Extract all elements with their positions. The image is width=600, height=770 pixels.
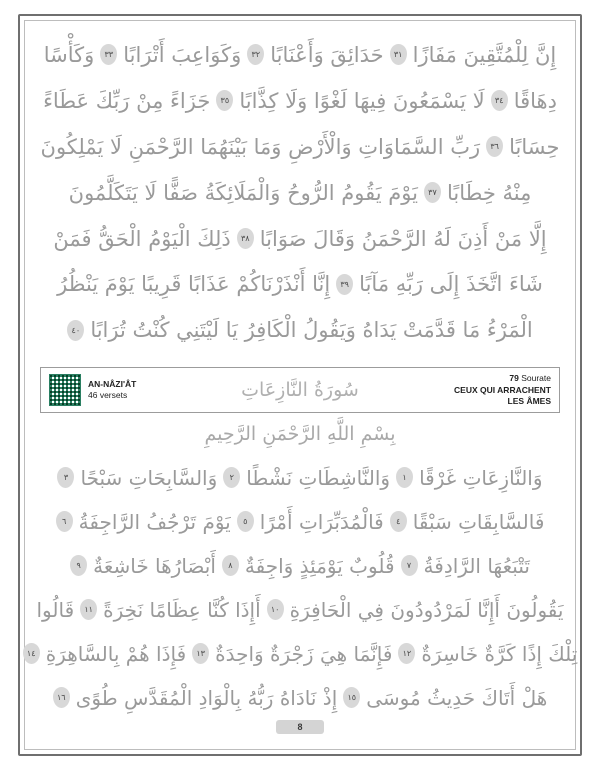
ayah-line	[36, 591, 564, 629]
ayah-number: ٣٤	[491, 90, 508, 111]
ayah-line	[40, 265, 560, 305]
ayah-number: ١	[396, 467, 413, 488]
ayah-line	[40, 311, 560, 351]
ayah-number: ١٥	[343, 687, 360, 708]
ayah-number: ٣٨	[237, 228, 254, 249]
ayah-text: لَا يَسْمَعُونَ فِيهَا لَغْوًا وَلَا كِذَّابًا	[239, 88, 485, 113]
surah-header-left	[49, 374, 136, 406]
ayah-line	[40, 459, 560, 497]
ayah-number: ١٤	[23, 643, 40, 664]
ayah-text: تِلْكَ إِذًا كَرَّةٌ خَاسِرَةٌ	[421, 642, 578, 667]
ayah-number: ٣٧	[424, 182, 441, 203]
ayah-line	[40, 679, 560, 717]
ayah-number: ٤٠	[67, 320, 84, 341]
ayah-text: قَالُوا	[36, 598, 75, 623]
ayah-text: أَبْصَارُهَا خَاشِعَةٌ	[93, 554, 216, 579]
surah-verses-count: 46 versets	[88, 390, 128, 401]
surah-french-name-line2: LES ÂMES	[507, 395, 551, 406]
ayah-text: وَالنَّازِعَاتِ غَرْقًا	[419, 466, 543, 491]
ayah-line	[40, 36, 560, 76]
ayah-number: ٣٦	[486, 136, 503, 157]
ayah-number: ١٣	[192, 643, 209, 664]
ayah-number: ٣٢	[247, 44, 264, 65]
ayah-text: تَتْبَعُهَا الرَّادِفَةُ	[423, 554, 530, 579]
ayah-text: حَدَائِقَ وَأَعْنَابًا	[270, 43, 384, 67]
ayah-line	[40, 128, 560, 168]
ayah-number: ١٠	[267, 599, 284, 620]
basmala-text: بِسْمِ اللَّهِ الرَّحْمَنِ الرَّحِيمِ	[204, 423, 396, 446]
ayah-text: إِنَّ لِلْمُتَّقِينَ مَفَازًا	[412, 43, 557, 67]
qr-code-icon[interactable]	[49, 374, 81, 406]
ayah-text: فَالسَّابِقَاتِ سَبْقًا	[412, 510, 545, 535]
ayah-text: وَالسَّابِحَاتِ سَبْحًا	[80, 466, 218, 491]
ayah-text: وَالنَّاشِطَاتِ نَشْطًا	[246, 466, 391, 491]
ayah-text: يَوْمَ تَرْجُفُ الرَّاجِفَةُ	[78, 510, 231, 535]
ayah-text: فَإِذَا هُمْ بِالسَّاهِرَةِ	[45, 642, 187, 667]
ayah-number: ١٦	[53, 687, 70, 708]
page-number-badge: 8	[276, 720, 324, 734]
ayah-line	[40, 82, 560, 122]
surah-name-transliteration-block	[88, 379, 136, 402]
ayah-number: ٦	[56, 511, 73, 532]
ayah-number: ٢	[223, 467, 240, 488]
ayah-text: وَكَأْسًا	[43, 43, 95, 67]
surah-number-label: Sourate	[521, 373, 551, 384]
surah-number: 79	[509, 373, 519, 384]
ayah-text: إِذْ نَادَاهُ رَبُّهُ بِالْوَادِ الْمُقَدَّسِ طُوًى	[75, 686, 338, 711]
ayah-line	[40, 503, 560, 541]
surah-header-band	[40, 367, 560, 413]
page-footer	[0, 720, 600, 734]
surah-name-transliteration: AN-NÂZI'ÂT	[88, 378, 137, 389]
surah-title-ornament	[200, 379, 400, 401]
ayah-text: فَإِنَّمَا هِيَ زَجْرَةٌ وَاحِدَةٌ	[215, 642, 393, 667]
surah-78-tail-block	[40, 36, 560, 351]
surah-number-line	[454, 373, 551, 384]
ayah-text: شَاءَ اتَّخَذَ إِلَى رَبِّهِ مَآبًا	[359, 272, 543, 297]
ayah-number: ٩	[70, 555, 87, 576]
page-content	[26, 36, 578, 740]
ayah-text: يَوْمَ يَقُومُ الرُّوحُ وَالْمَلَائِكَةُ صَفًّا لَا يَتَكَلَّمُونَ	[68, 180, 418, 205]
ayah-text: إِلَّا مَنْ أَذِنَ لَهُ الرَّحْمَنُ وَقَالَ صَوَابًا	[259, 226, 547, 251]
ayah-number: ٨	[222, 555, 239, 576]
ayah-line	[40, 174, 560, 214]
ayah-number: ٣١	[390, 44, 407, 65]
ayah-text: هَلْ أَتَاكَ حَدِيثُ مُوسَى	[366, 686, 548, 711]
ayah-text: رَبِّ السَّمَاوَاتِ وَالْأَرْضِ وَمَا بَيْنَهُمَا الرَّحْمَنِ لَا يَمْلِكُونَ	[40, 134, 481, 159]
ayah-text: ذَلِكَ الْيَوْمُ الْحَقُّ فَمَنْ	[53, 226, 231, 251]
ayah-text: إِنَّا أَنْذَرْنَاكُمْ عَذَابًا قَرِيبًا يَوْمَ يَنْظُرُ	[57, 272, 331, 297]
surah-title-arabic: سُورَةُ النَّازِعَاتِ	[241, 379, 359, 402]
ayah-number: ١٢	[398, 643, 415, 664]
ayah-text: يَقُولُونَ أَإِنَّا لَمَرْدُودُونَ فِي الْحَافِرَةِ	[289, 598, 564, 623]
ayah-text: قُلُوبٌ يَوْمَئِذٍ وَاجِفَةٌ	[244, 554, 395, 579]
ayah-line	[40, 220, 560, 260]
ayah-number: ٥	[237, 511, 254, 532]
ayah-text: أَإِذَا كُنَّا عِظَامًا نَخِرَةً	[103, 598, 261, 623]
surah-header-right	[454, 373, 551, 407]
ayah-text: دِهَاقًا	[513, 88, 557, 113]
ayah-text: فَالْمُدَبِّرَاتِ أَمْرًا	[259, 510, 384, 535]
ayah-number: ٧	[401, 555, 418, 576]
ayah-number: ٣٣	[100, 44, 117, 65]
ayah-text: وَكَوَاعِبَ أَتْرَابًا	[123, 43, 242, 67]
ayah-text: حِسَابًا	[509, 134, 560, 159]
ayah-text: جَزَاءً مِنْ رَبِّكَ عَطَاءً	[43, 88, 211, 113]
ayah-line	[40, 547, 560, 585]
ayah-number: ٤	[390, 511, 407, 532]
ayah-text: مِنْهُ خِطَابًا	[446, 180, 532, 205]
ayah-text: الْمَرْءُ مَا قَدَّمَتْ يَدَاهُ وَيَقُولُ الْكَافِرُ يَا لَيْتَنِي كُنْتُ تُرَابًا	[90, 318, 533, 343]
ayah-number: ١١	[80, 599, 97, 620]
surah-french-name-line1: CEUX QUI ARRACHENT	[454, 384, 551, 395]
ayah-line	[26, 635, 578, 673]
ayah-number: ٣	[57, 467, 74, 488]
ayah-number: ٣٩	[336, 274, 353, 295]
ayah-number: ٣٥	[216, 90, 233, 111]
surah-79-block	[26, 459, 578, 717]
